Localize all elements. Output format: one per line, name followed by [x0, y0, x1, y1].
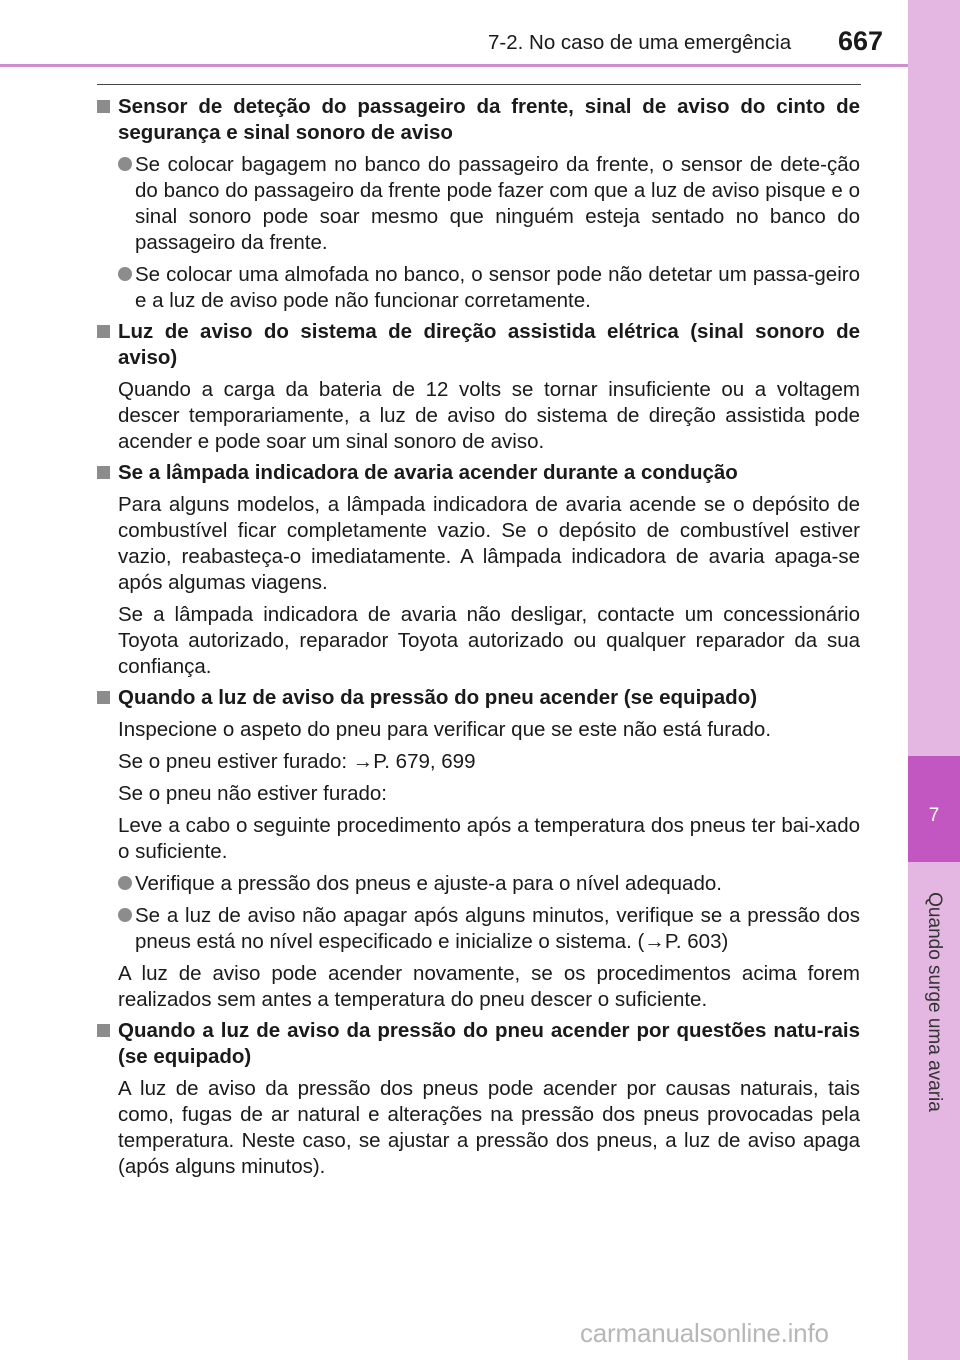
bullet-text: Verifique a pressão dos pneus e ajuste-a para o nível adequado. [135, 872, 722, 895]
section-header: 7-2. No caso de uma emergência [488, 31, 792, 54]
content-section [97, 1018, 860, 1180]
content-top-rule [97, 84, 861, 85]
section-marker-icon [97, 325, 110, 338]
section-marker-icon [97, 691, 110, 704]
section-title: Se a lâmpada indicadora de avaria acender durante a condução [118, 461, 738, 484]
bullet-text: Se a luz de aviso não apagar após alguns minutos, verifique se a pressão dos pneus está no nível especificado e inicialize o sistema. (→P. 603) [135, 904, 860, 953]
bullet-item [118, 903, 860, 955]
bullet-dot-icon [118, 157, 132, 171]
paragraph: A luz de aviso da pressão dos pneus pode acender por causas naturais, tais como, fugas de ar natural e alterações na pressão dos pneus provocadas pela temperatura. Neste caso, se ajustar a pressão dos pneus, a luz de aviso apaga (após alguns minutos). [118, 1077, 860, 1178]
chapter-number: 7 [928, 805, 940, 826]
section-title: Quando a luz de aviso da pressão do pneu acender por questões natu-rais (se equipado) [118, 1019, 860, 1068]
paragraph: Inspecione o aspeto do pneu para verificar que se este não está furado. [118, 718, 772, 741]
paragraph: A luz de aviso pode acender novamente, se os procedimentos acima forem realizados sem antes a temperatura do pneu descer o suficiente. [118, 962, 860, 1011]
bullet-text: Se colocar bagagem no banco do passageiro da frente, o sensor de dete-ção do banco do passageiro da frente pode fazer com que a luz de aviso pisque e o sinal sonoro pode soar mesmo que ninguém esteja sentado no banco do passageiro da frente. [135, 153, 860, 254]
bullet-item [118, 262, 860, 314]
section-title: Quando a luz de aviso da pressão do pneu acender (se equipado) [118, 686, 758, 709]
page-content [97, 94, 860, 1185]
bullet-dot-icon [118, 267, 132, 281]
bullet-dot-icon [118, 876, 132, 890]
chapter-title: Quando surge uma avaria [924, 892, 945, 1112]
content-section [97, 319, 860, 455]
bullet-text: Se colocar uma almofada no banco, o sensor pode não detetar um passa-geiro e a luz de aviso pode não funcionar corretamente. [135, 263, 860, 312]
bullet-dot-icon [118, 908, 132, 922]
paragraph: Se o pneu não estiver furado: [118, 782, 387, 805]
content-section [97, 94, 860, 314]
section-title: Luz de aviso do sistema de direção assistida elétrica (sinal sonoro de aviso) [118, 320, 860, 369]
content-section [97, 685, 860, 1013]
content-section [97, 460, 860, 680]
bullet-item [118, 871, 860, 897]
page-number: 667 [838, 26, 884, 56]
header-divider [0, 64, 908, 67]
paragraph: Para alguns modelos, a lâmpada indicadora de avaria acende se o depósito de combustível ficar completamente vazio. Se o depósito de combustível estiver vazio, reabasteça-o imediatamente. A lâmpada indicadora de avaria apaga-se após algumas viagens. [118, 493, 860, 594]
section-title: Sensor de deteção do passageiro da frente, sinal de aviso do cinto de segurança e sinal sonoro de aviso [118, 95, 860, 144]
paragraph: Quando a carga da bateria de 12 volts se tornar insuficiente ou a voltagem descer temporariamente, a luz de aviso do sistema de direção assistida pode acender e pode soar um sinal sonoro de aviso. [118, 378, 860, 453]
paragraph: Leve a cabo o seguinte procedimento após a temperatura dos pneus ter bai-xado o suficiente. [118, 814, 860, 863]
watermark: carmanualsonline.info [580, 1318, 829, 1348]
paragraph: Se a lâmpada indicadora de avaria não desligar, contacte um concessionário Toyota autorizado, reparador Toyota autorizado ou qualquer reparador da sua confiança. [118, 603, 860, 678]
section-marker-icon [97, 100, 110, 113]
section-marker-icon [97, 1024, 110, 1037]
paragraph: Se o pneu estiver furado: →P. 679, 699 [118, 750, 476, 773]
bullet-item [118, 152, 860, 256]
section-marker-icon [97, 466, 110, 479]
